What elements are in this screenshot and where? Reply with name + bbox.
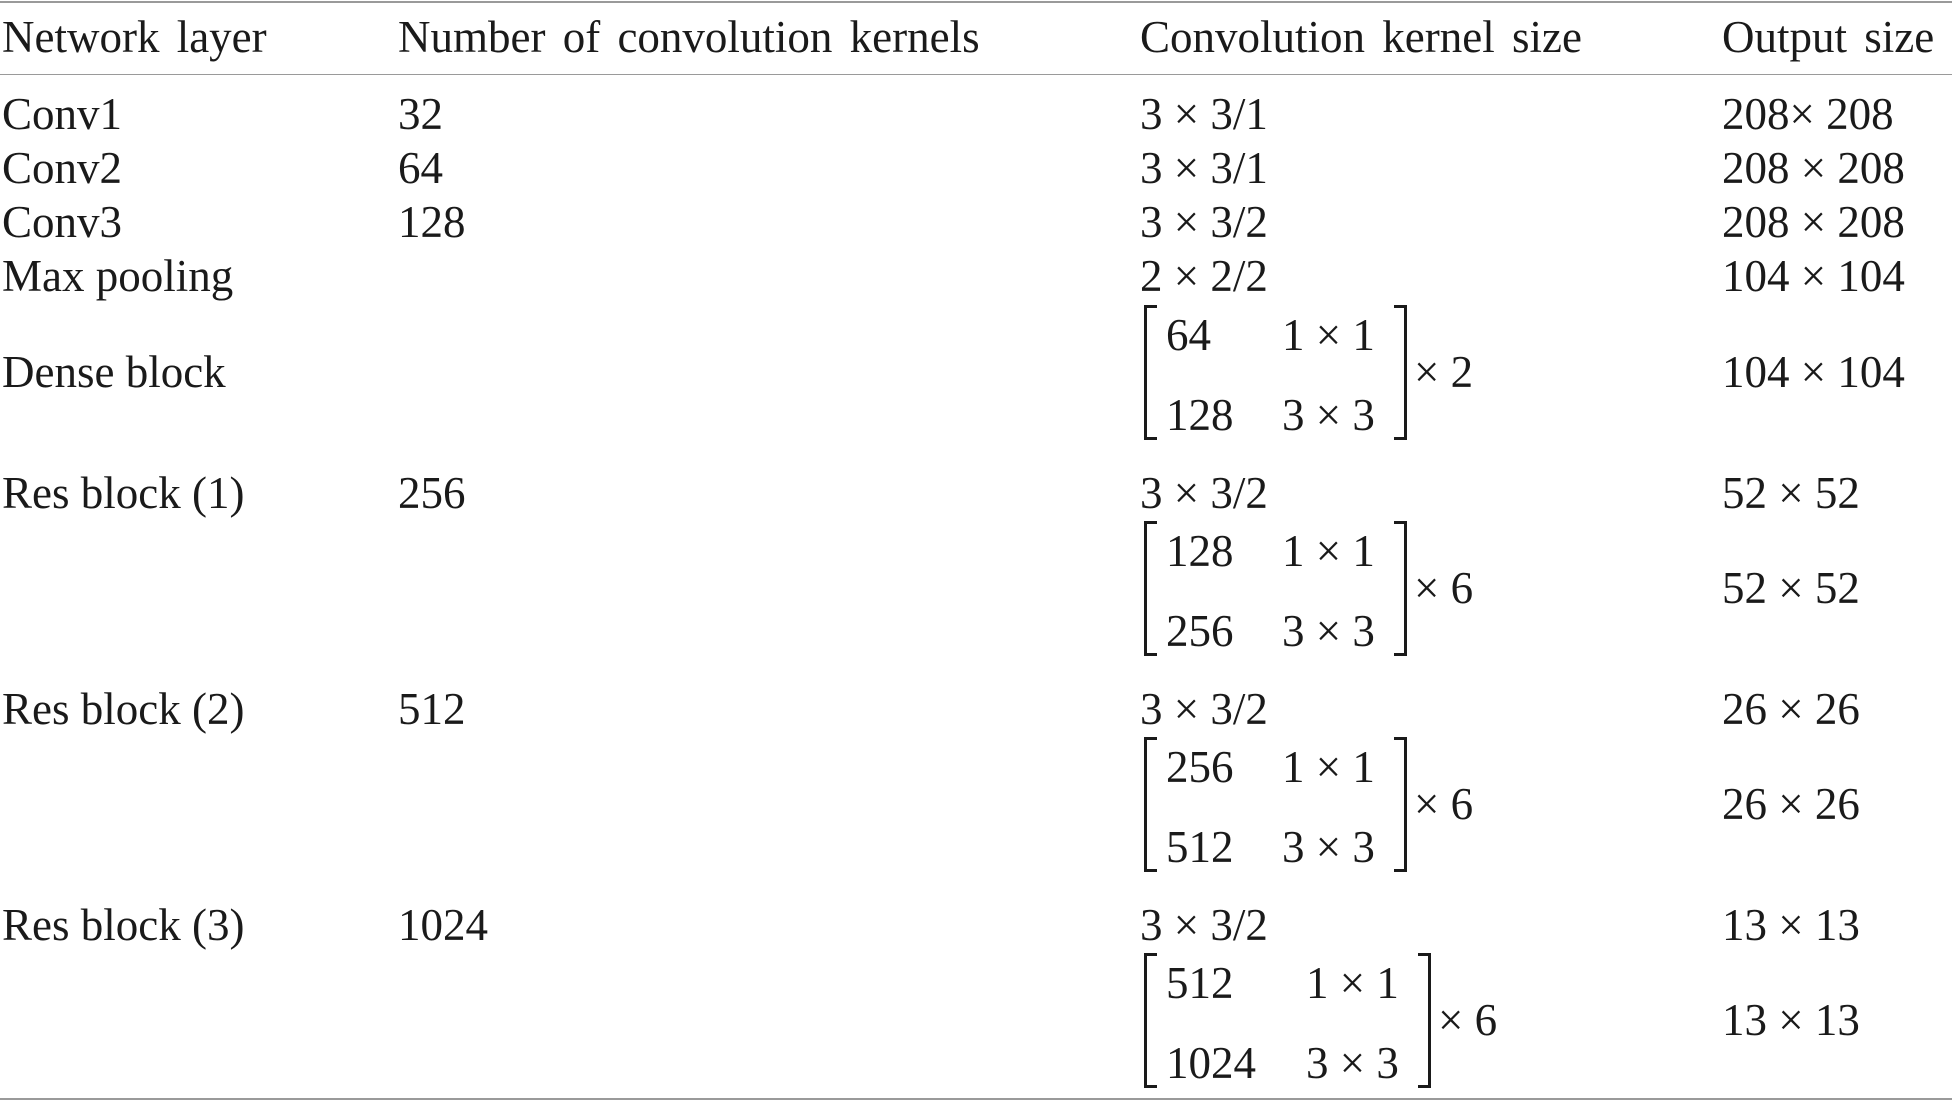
row-kernels: 32 [398,89,443,139]
row-matrix-output: 13 × 13 [1722,995,1860,1045]
row-layer: Conv2 [2,143,123,193]
row-kernels: 512 [398,684,466,734]
matrix-cell: 128 [1166,526,1234,576]
matrix-cell: 3 × 3 [1282,606,1375,656]
row-kernel-size: 3 × 3/2 [1140,900,1268,950]
matrix-cell: 1 × 1 [1282,742,1375,792]
kernel-matrix [1144,521,1414,656]
header-kernel-size: Convolution kernel size [1140,12,1582,62]
row-repeat: × 6 [1414,563,1474,613]
row-output: 13 × 13 [1722,900,1860,950]
row-layer: Res block (3) [2,900,245,950]
row-kernel-size: 3 × 3/1 [1140,89,1268,139]
matrix-right-bracket [1394,305,1407,440]
matrix-cell: 1 × 1 [1306,958,1399,1008]
kernel-matrix [1144,305,1414,440]
matrix-cell: 3 × 3 [1306,1038,1399,1088]
row-matrix-output: 52 × 52 [1722,563,1860,613]
matrix-left-bracket [1144,737,1157,872]
row-kernel-size: 2 × 2/2 [1140,251,1268,301]
matrix-cell: 256 [1166,742,1234,792]
row-kernel-size: 3 × 3/1 [1140,143,1268,193]
matrix-cell: 64 [1166,310,1211,360]
matrix-cell: 512 [1166,822,1234,872]
kernel-matrix [1144,953,1438,1088]
row-kernel-size: 3 × 3/2 [1140,197,1268,247]
matrix-cell: 3 × 3 [1282,822,1375,872]
matrix-cell: 1024 [1166,1038,1256,1088]
row-kernels: 64 [398,143,443,193]
row-kernels: 256 [398,468,466,518]
row-matrix-output: 26 × 26 [1722,779,1860,829]
row-repeat: × 2 [1414,347,1474,397]
row-output: 104 × 104 [1722,251,1905,301]
row-repeat: × 6 [1414,779,1474,829]
row-layer: Res block (1) [2,468,245,518]
matrix-right-bracket [1394,737,1407,872]
row-output: 208 × 208 [1722,143,1905,193]
row-kernel-size: 3 × 3/2 [1140,684,1268,734]
matrix-cell: 256 [1166,606,1234,656]
row-layer: Max pooling [2,251,234,301]
matrix-left-bracket [1144,521,1157,656]
matrix-right-bracket [1418,953,1431,1088]
row-kernel-size: 3 × 3/2 [1140,468,1268,518]
header-rule [0,74,1952,75]
table-bottom-rule [0,1098,1952,1100]
matrix-cell: 512 [1166,958,1234,1008]
matrix-cell: 3 × 3 [1282,390,1375,440]
matrix-cell: 128 [1166,390,1234,440]
row-kernels: 128 [398,197,466,247]
matrix-left-bracket [1144,305,1157,440]
row-output: 208 × 208 [1722,197,1905,247]
row-repeat: × 6 [1438,995,1498,1045]
header-network-layer: Network layer [2,12,267,62]
matrix-right-bracket [1394,521,1407,656]
kernel-matrix [1144,737,1414,872]
row-output: 208× 208 [1722,89,1894,139]
row-layer: Conv1 [2,89,123,139]
row-layer: Res block (2) [2,684,245,734]
row-layer: Conv3 [2,197,123,247]
table-top-rule [0,1,1952,3]
matrix-cell: 1 × 1 [1282,310,1375,360]
row-output: 104 × 104 [1722,347,1905,397]
header-number-of-kernels: Number of convolution kernels [398,12,980,62]
row-kernels: 1024 [398,900,488,950]
row-output: 26 × 26 [1722,684,1860,734]
header-output-size: Output size [1722,12,1935,62]
matrix-left-bracket [1144,953,1157,1088]
row-output: 52 × 52 [1722,468,1860,518]
row-layer: Dense block [2,347,226,397]
matrix-cell: 1 × 1 [1282,526,1375,576]
